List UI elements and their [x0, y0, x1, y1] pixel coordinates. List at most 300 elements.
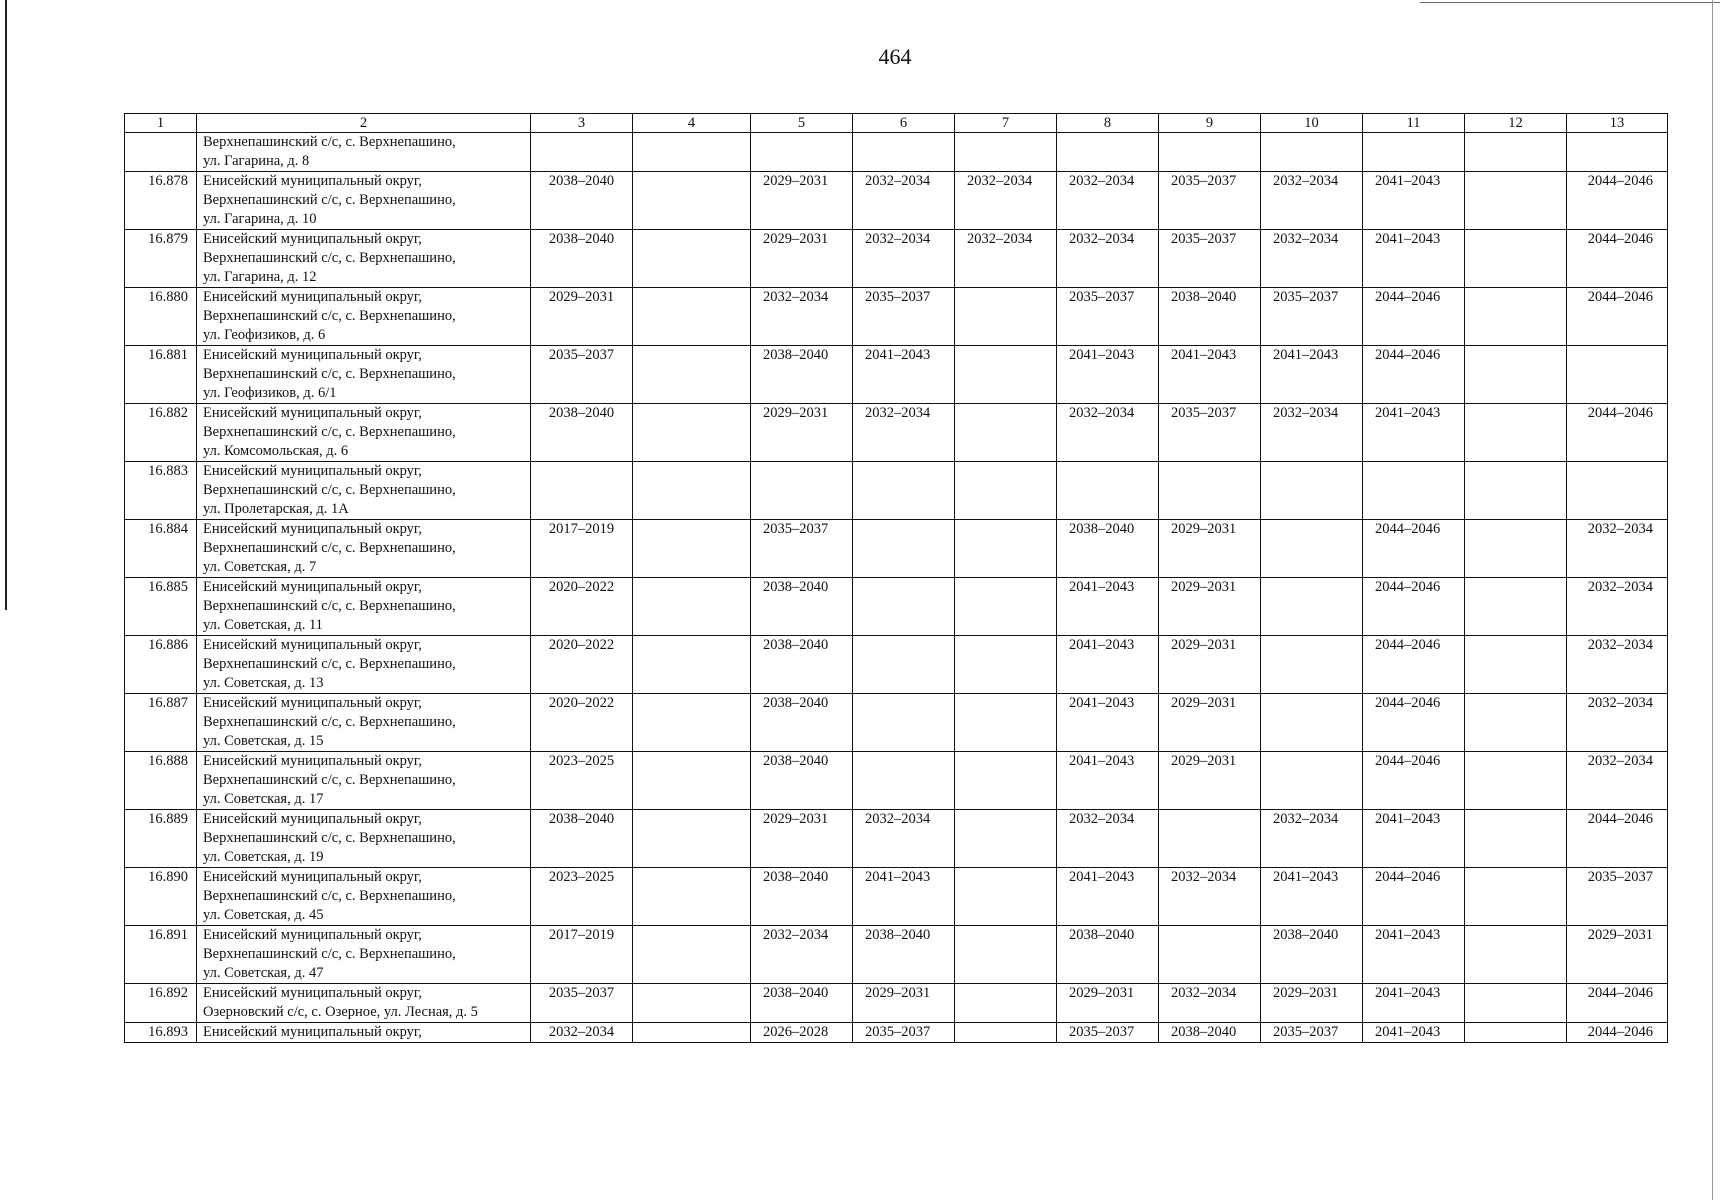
period-cell-col-9: 2029–2031 [1159, 694, 1261, 752]
period-cell-col-4 [633, 346, 751, 404]
address-line: Енисейский муниципальный округ, [203, 521, 422, 537]
table-row [125, 404, 1668, 462]
address-line: Верхнепашинский с/с, с. Верхнепашино, [203, 888, 456, 904]
period-cell-col-8: 2041–2043 [1057, 578, 1159, 636]
period-cell-col-6: 2029–2031 [853, 984, 955, 1023]
period-cell-col-10: 2029–2031 [1261, 984, 1363, 1023]
column-header-10: 10 [1261, 114, 1363, 133]
address-line: Верхнепашинский с/с, с. Верхнепашино, [203, 308, 456, 324]
period-cell-col-11: 2041–2043 [1363, 172, 1465, 230]
period-cell-col-3: 2023–2025 [531, 752, 633, 810]
table-row [125, 984, 1668, 1023]
period-cell-col-4 [633, 752, 751, 810]
period-cell-col-11: 2044–2046 [1363, 868, 1465, 926]
period-cell-col-10: 2035–2037 [1261, 1023, 1363, 1043]
period-cell-col-12 [1465, 1023, 1567, 1043]
period-cell-col-11: 2041–2043 [1363, 984, 1465, 1023]
period-cell-col-3: 2023–2025 [531, 868, 633, 926]
period-cell-col-12 [1465, 404, 1567, 462]
period-cell-col-9: 2029–2031 [1159, 520, 1261, 578]
row-number-cell: 16.885 [125, 578, 197, 636]
period-cell-col-12 [1465, 636, 1567, 694]
period-cell-col-4 [633, 636, 751, 694]
period-cell-col-11: 2044–2046 [1363, 520, 1465, 578]
column-header-12: 12 [1465, 114, 1567, 133]
period-cell-col-13 [1567, 346, 1668, 404]
period-cell-col-13: 2044–2046 [1567, 172, 1668, 230]
period-cell-col-7 [955, 636, 1057, 694]
row-number-cell: 16.888 [125, 752, 197, 810]
address-cell [197, 404, 531, 462]
period-cell-col-3: 2035–2037 [531, 984, 633, 1023]
address-line: ул. Пролетарская, д. 1А [203, 501, 349, 517]
address-line: ул. Советская, д. 11 [203, 617, 323, 633]
period-cell-col-9 [1159, 133, 1261, 172]
period-cell-col-11: 2044–2046 [1363, 636, 1465, 694]
period-cell-col-12 [1465, 694, 1567, 752]
period-cell-col-4 [633, 462, 751, 520]
row-number-cell: 16.881 [125, 346, 197, 404]
scan-edge-left [5, 0, 7, 610]
row-number-cell: 16.887 [125, 694, 197, 752]
address-line: Верхнепашинский с/с, с. Верхнепашино, [203, 656, 456, 672]
period-cell-col-4 [633, 1023, 751, 1043]
address-line: Енисейский муниципальный округ, [203, 463, 422, 479]
period-cell-col-4 [633, 984, 751, 1023]
period-cell-col-8: 2041–2043 [1057, 752, 1159, 810]
period-cell-col-6: 2035–2037 [853, 1023, 955, 1043]
period-cell-col-5: 2038–2040 [751, 694, 853, 752]
period-cell-col-6: 2038–2040 [853, 926, 955, 984]
column-header-11: 11 [1363, 114, 1465, 133]
table-body [125, 133, 1668, 1043]
period-cell-col-4 [633, 868, 751, 926]
period-cell-col-13: 2044–2046 [1567, 404, 1668, 462]
period-cell-col-9: 2032–2034 [1159, 984, 1261, 1023]
period-cell-col-9: 2029–2031 [1159, 752, 1261, 810]
address-line: ул. Геофизиков, д. 6/1 [203, 385, 337, 401]
period-cell-col-4 [633, 172, 751, 230]
period-cell-col-8: 2041–2043 [1057, 868, 1159, 926]
period-cell-col-8: 2041–2043 [1057, 636, 1159, 694]
address-line: Енисейский муниципальный округ, [203, 173, 422, 189]
header-row [125, 114, 1668, 133]
scan-edge-top [1420, 2, 1720, 3]
period-cell-col-7 [955, 694, 1057, 752]
address-line: Верхнепашинский с/с, с. Верхнепашино, [203, 598, 456, 614]
address-line: Енисейский муниципальный округ, [203, 811, 422, 827]
address-line: Верхнепашинский с/с, с. Верхнепашино, [203, 366, 456, 382]
period-cell-col-13: 2032–2034 [1567, 636, 1668, 694]
address-cell [197, 578, 531, 636]
period-cell-col-9 [1159, 926, 1261, 984]
period-cell-col-10 [1261, 133, 1363, 172]
period-cell-col-13: 2032–2034 [1567, 520, 1668, 578]
address-line: Енисейский муниципальный округ, [203, 985, 422, 1001]
address-line: Енисейский муниципальный округ, [203, 695, 422, 711]
period-cell-col-12 [1465, 984, 1567, 1023]
page-number: 464 [878, 44, 912, 69]
period-cell-col-7: 2032–2034 [955, 230, 1057, 288]
period-cell-col-7 [955, 346, 1057, 404]
address-line: ул. Советская, д. 7 [203, 559, 317, 575]
period-cell-col-11: 2041–2043 [1363, 404, 1465, 462]
period-cell-col-8: 2038–2040 [1057, 926, 1159, 984]
table-row [125, 520, 1668, 578]
period-cell-col-7 [955, 404, 1057, 462]
period-cell-col-7 [955, 868, 1057, 926]
address-line: ул. Советская, д. 13 [203, 675, 324, 691]
period-cell-col-6 [853, 462, 955, 520]
period-cell-col-3: 2020–2022 [531, 636, 633, 694]
period-cell-col-9: 2029–2031 [1159, 578, 1261, 636]
period-cell-col-7 [955, 926, 1057, 984]
address-line: Верхнепашинский с/с, с. Верхнепашино, [203, 424, 456, 440]
period-cell-col-13: 2044–2046 [1567, 984, 1668, 1023]
period-cell-col-7: 2032–2034 [955, 172, 1057, 230]
schedule-table-container [124, 113, 1667, 1043]
address-cell [197, 230, 531, 288]
table-row [125, 578, 1668, 636]
period-cell-col-4 [633, 694, 751, 752]
period-cell-col-3 [531, 462, 633, 520]
row-number-cell: 16.889 [125, 810, 197, 868]
address-line: Енисейский муниципальный округ, [203, 753, 422, 769]
period-cell-col-3: 2017–2019 [531, 926, 633, 984]
period-cell-col-8 [1057, 133, 1159, 172]
period-cell-col-4 [633, 404, 751, 462]
period-cell-col-10: 2032–2034 [1261, 172, 1363, 230]
period-cell-col-3: 2038–2040 [531, 172, 633, 230]
period-cell-col-7 [955, 1023, 1057, 1043]
address-line: Верхнепашинский с/с, с. Верхнепашино, [203, 714, 456, 730]
address-line: Енисейский муниципальный округ, [203, 1024, 422, 1040]
period-cell-col-9: 2038–2040 [1159, 1023, 1261, 1043]
period-cell-col-5: 2038–2040 [751, 578, 853, 636]
period-cell-col-12 [1465, 462, 1567, 520]
address-line: ул. Советская, д. 15 [203, 733, 324, 749]
period-cell-col-5: 2029–2031 [751, 172, 853, 230]
period-cell-col-4 [633, 133, 751, 172]
row-number-cell: 16.886 [125, 636, 197, 694]
table-row [125, 172, 1668, 230]
period-cell-col-8: 2029–2031 [1057, 984, 1159, 1023]
table-row [125, 868, 1668, 926]
period-cell-col-10: 2038–2040 [1261, 926, 1363, 984]
period-cell-col-5: 2038–2040 [751, 984, 853, 1023]
period-cell-col-10: 2035–2037 [1261, 288, 1363, 346]
period-cell-col-5: 2026–2028 [751, 1023, 853, 1043]
period-cell-col-3: 2038–2040 [531, 230, 633, 288]
period-cell-col-9: 2035–2037 [1159, 230, 1261, 288]
period-cell-col-9: 2035–2037 [1159, 404, 1261, 462]
period-cell-col-5 [751, 133, 853, 172]
period-cell-col-3: 2017–2019 [531, 520, 633, 578]
period-cell-col-3: 2029–2031 [531, 288, 633, 346]
period-cell-col-11: 2044–2046 [1363, 288, 1465, 346]
period-cell-col-13 [1567, 462, 1668, 520]
period-cell-col-6: 2035–2037 [853, 288, 955, 346]
address-line: Енисейский муниципальный округ, [203, 637, 422, 653]
period-cell-col-12 [1465, 926, 1567, 984]
table-row [125, 133, 1668, 172]
address-cell [197, 1023, 531, 1043]
row-number-cell: 16.891 [125, 926, 197, 984]
period-cell-col-9: 2038–2040 [1159, 288, 1261, 346]
column-header-5: 5 [751, 114, 853, 133]
period-cell-col-13: 2044–2046 [1567, 288, 1668, 346]
address-line: Верхнепашинский с/с, с. Верхнепашино, [203, 482, 456, 498]
row-number-cell: 16.883 [125, 462, 197, 520]
address-line: Енисейский муниципальный округ, [203, 347, 422, 363]
period-cell-col-8: 2041–2043 [1057, 346, 1159, 404]
period-cell-col-5: 2029–2031 [751, 404, 853, 462]
period-cell-col-10: 2041–2043 [1261, 346, 1363, 404]
period-cell-col-10 [1261, 694, 1363, 752]
period-cell-col-5: 2032–2034 [751, 926, 853, 984]
period-cell-col-5: 2029–2031 [751, 230, 853, 288]
address-line: ул. Комсомольская, д. 6 [203, 443, 349, 459]
period-cell-col-8: 2035–2037 [1057, 288, 1159, 346]
schedule-table [124, 113, 1668, 1043]
period-cell-col-12 [1465, 752, 1567, 810]
period-cell-col-11: 2044–2046 [1363, 578, 1465, 636]
period-cell-col-7 [955, 984, 1057, 1023]
row-number-cell [125, 133, 197, 172]
period-cell-col-12 [1465, 133, 1567, 172]
address-line: Верхнепашинский с/с, с. Верхнепашино, [203, 540, 456, 556]
period-cell-col-4 [633, 230, 751, 288]
period-cell-col-6 [853, 520, 955, 578]
period-cell-col-12 [1465, 868, 1567, 926]
table-row [125, 346, 1668, 404]
address-line: Верхнепашинский с/с, с. Верхнепашино, [203, 830, 456, 846]
period-cell-col-8: 2038–2040 [1057, 520, 1159, 578]
period-cell-col-12 [1465, 346, 1567, 404]
period-cell-col-3: 2035–2037 [531, 346, 633, 404]
period-cell-col-11 [1363, 133, 1465, 172]
address-cell [197, 694, 531, 752]
address-line: Верхнепашинский с/с, с. Верхнепашино, [203, 946, 456, 962]
address-cell [197, 172, 531, 230]
address-line: ул. Гагарина, д. 10 [203, 211, 317, 227]
period-cell-col-11: 2044–2046 [1363, 752, 1465, 810]
row-number-cell: 16.884 [125, 520, 197, 578]
period-cell-col-3: 2020–2022 [531, 578, 633, 636]
table-row [125, 288, 1668, 346]
period-cell-col-6 [853, 694, 955, 752]
address-line: ул. Геофизиков, д. 6 [203, 327, 326, 343]
period-cell-col-6: 2032–2034 [853, 172, 955, 230]
table-row [125, 230, 1668, 288]
column-header-1: 1 [125, 114, 197, 133]
address-cell [197, 462, 531, 520]
period-cell-col-5: 2038–2040 [751, 868, 853, 926]
address-line: Верхнепашинский с/с, с. Верхнепашино, [203, 134, 456, 150]
address-cell [197, 346, 531, 404]
period-cell-col-11: 2041–2043 [1363, 810, 1465, 868]
column-header-2: 2 [197, 114, 531, 133]
period-cell-col-7 [955, 578, 1057, 636]
address-line: Озерновский с/с, с. Озерное, ул. Лесная, д. 5 [203, 1004, 478, 1020]
period-cell-col-9 [1159, 810, 1261, 868]
period-cell-col-8: 2032–2034 [1057, 404, 1159, 462]
period-cell-col-8: 2035–2037 [1057, 1023, 1159, 1043]
period-cell-col-13: 2032–2034 [1567, 752, 1668, 810]
period-cell-col-10 [1261, 636, 1363, 694]
period-cell-col-7 [955, 462, 1057, 520]
period-cell-col-8: 2032–2034 [1057, 172, 1159, 230]
period-cell-col-4 [633, 926, 751, 984]
period-cell-col-12 [1465, 172, 1567, 230]
period-cell-col-11 [1363, 462, 1465, 520]
address-line: Верхнепашинский с/с, с. Верхнепашино, [203, 772, 456, 788]
period-cell-col-3: 2032–2034 [531, 1023, 633, 1043]
row-number-cell: 16.882 [125, 404, 197, 462]
period-cell-col-7 [955, 133, 1057, 172]
period-cell-col-12 [1465, 288, 1567, 346]
period-cell-col-13: 2029–2031 [1567, 926, 1668, 984]
column-header-8: 8 [1057, 114, 1159, 133]
period-cell-col-10: 2041–2043 [1261, 868, 1363, 926]
period-cell-col-6: 2041–2043 [853, 346, 955, 404]
period-cell-col-11: 2041–2043 [1363, 1023, 1465, 1043]
row-number-cell: 16.890 [125, 868, 197, 926]
address-cell [197, 868, 531, 926]
column-header-13: 13 [1567, 114, 1668, 133]
address-line: ул. Гагарина, д. 12 [203, 269, 317, 285]
address-line: Енисейский муниципальный округ, [203, 579, 422, 595]
period-cell-col-8: 2032–2034 [1057, 230, 1159, 288]
period-cell-col-9 [1159, 462, 1261, 520]
row-number-cell: 16.892 [125, 984, 197, 1023]
period-cell-col-13: 2044–2046 [1567, 230, 1668, 288]
row-number-cell: 16.893 [125, 1023, 197, 1043]
period-cell-col-9: 2035–2037 [1159, 172, 1261, 230]
period-cell-col-3: 2020–2022 [531, 694, 633, 752]
period-cell-col-9: 2032–2034 [1159, 868, 1261, 926]
period-cell-col-10 [1261, 752, 1363, 810]
period-cell-col-8 [1057, 462, 1159, 520]
period-cell-col-10: 2032–2034 [1261, 404, 1363, 462]
period-cell-col-5: 2035–2037 [751, 520, 853, 578]
period-cell-col-7 [955, 520, 1057, 578]
row-number-cell: 16.879 [125, 230, 197, 288]
address-cell [197, 133, 531, 172]
address-line: Верхнепашинский с/с, с. Верхнепашино, [203, 192, 456, 208]
address-line: Енисейский муниципальный округ, [203, 231, 422, 247]
column-header-3: 3 [531, 114, 633, 133]
address-line: Енисейский муниципальный округ, [203, 927, 422, 943]
period-cell-col-12 [1465, 230, 1567, 288]
period-cell-col-12 [1465, 520, 1567, 578]
period-cell-col-11: 2044–2046 [1363, 694, 1465, 752]
period-cell-col-4 [633, 578, 751, 636]
period-cell-col-5: 2038–2040 [751, 636, 853, 694]
period-cell-col-6 [853, 578, 955, 636]
period-cell-col-5: 2029–2031 [751, 810, 853, 868]
period-cell-col-6: 2041–2043 [853, 868, 955, 926]
period-cell-col-9: 2029–2031 [1159, 636, 1261, 694]
period-cell-col-13: 2032–2034 [1567, 578, 1668, 636]
period-cell-col-13: 2044–2046 [1567, 810, 1668, 868]
period-cell-col-6: 2032–2034 [853, 404, 955, 462]
row-number-cell: 16.880 [125, 288, 197, 346]
period-cell-col-12 [1465, 578, 1567, 636]
column-header-4: 4 [633, 114, 751, 133]
period-cell-col-6 [853, 133, 955, 172]
period-cell-col-3: 2038–2040 [531, 810, 633, 868]
address-line: Енисейский муниципальный округ, [203, 289, 422, 305]
period-cell-col-5: 2038–2040 [751, 752, 853, 810]
address-cell [197, 288, 531, 346]
period-cell-col-13: 2044–2046 [1567, 1023, 1668, 1043]
column-header-6: 6 [853, 114, 955, 133]
period-cell-col-12 [1465, 810, 1567, 868]
period-cell-col-13: 2035–2037 [1567, 868, 1668, 926]
address-cell [197, 984, 531, 1023]
address-line: ул. Гагарина, д. 8 [203, 153, 310, 169]
row-number-cell: 16.878 [125, 172, 197, 230]
table-row [125, 752, 1668, 810]
period-cell-col-5: 2038–2040 [751, 346, 853, 404]
period-cell-col-8: 2041–2043 [1057, 694, 1159, 752]
period-cell-col-5 [751, 462, 853, 520]
scan-edge-right [1712, 0, 1713, 1200]
period-cell-col-3: 2038–2040 [531, 404, 633, 462]
address-cell [197, 810, 531, 868]
period-cell-col-8: 2032–2034 [1057, 810, 1159, 868]
column-header-7: 7 [955, 114, 1057, 133]
table-row [125, 810, 1668, 868]
period-cell-col-11: 2044–2046 [1363, 346, 1465, 404]
period-cell-col-13: 2032–2034 [1567, 694, 1668, 752]
address-cell [197, 520, 531, 578]
period-cell-col-4 [633, 810, 751, 868]
address-line: Енисейский муниципальный округ, [203, 869, 422, 885]
period-cell-col-4 [633, 288, 751, 346]
table-row [125, 926, 1668, 984]
period-cell-col-7 [955, 810, 1057, 868]
address-cell [197, 636, 531, 694]
period-cell-col-6 [853, 752, 955, 810]
period-cell-col-13 [1567, 133, 1668, 172]
table-row [125, 694, 1668, 752]
address-line: ул. Советская, д. 47 [203, 965, 324, 981]
address-cell [197, 752, 531, 810]
period-cell-col-6 [853, 636, 955, 694]
address-cell [197, 926, 531, 984]
period-cell-col-10: 2032–2034 [1261, 810, 1363, 868]
address-line: Енисейский муниципальный округ, [203, 405, 422, 421]
table-row [125, 636, 1668, 694]
period-cell-col-5: 2032–2034 [751, 288, 853, 346]
address-line: ул. Советская, д. 45 [203, 907, 324, 923]
table-header [125, 114, 1668, 133]
period-cell-col-10 [1261, 578, 1363, 636]
table-row [125, 1023, 1668, 1043]
period-cell-col-6: 2032–2034 [853, 230, 955, 288]
period-cell-col-9: 2041–2043 [1159, 346, 1261, 404]
table-row [125, 462, 1668, 520]
period-cell-col-7 [955, 752, 1057, 810]
period-cell-col-4 [633, 520, 751, 578]
address-line: ул. Советская, д. 17 [203, 791, 324, 807]
period-cell-col-7 [955, 288, 1057, 346]
period-cell-col-10: 2032–2034 [1261, 230, 1363, 288]
period-cell-col-10 [1261, 520, 1363, 578]
period-cell-col-6: 2032–2034 [853, 810, 955, 868]
